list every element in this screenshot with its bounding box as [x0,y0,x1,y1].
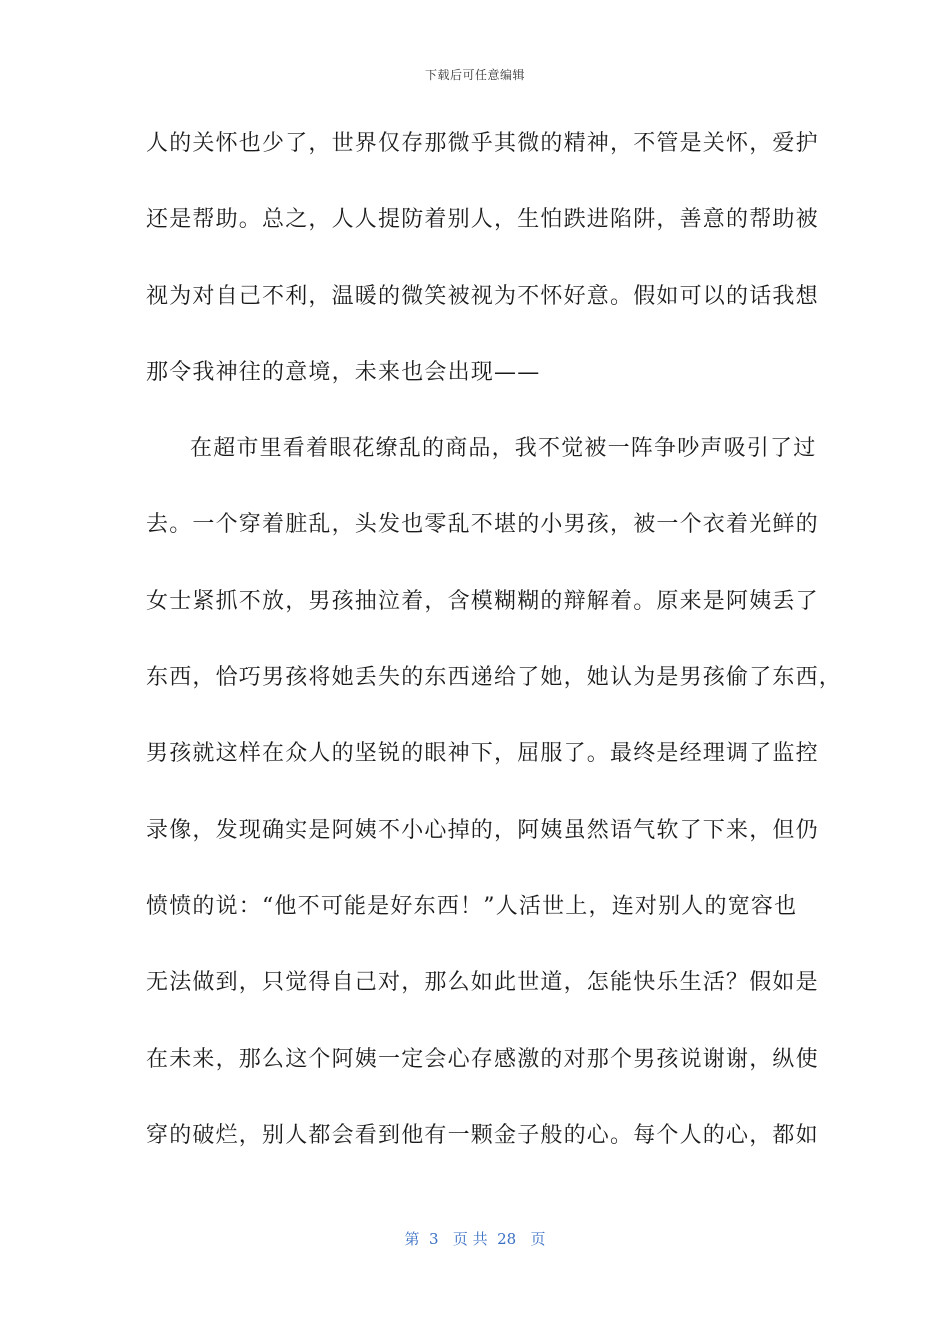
text-line: 还是帮助。总之，人人提防着别人，生怕跌进陷阱，善意的帮助被 [146,207,819,233]
text-line: 愤愤的说：“他不可能是好东西！”人活世上，连对别人的宽容也 [146,893,798,919]
page-number-footer: 第 3 页 共 28 页 [404,1230,546,1248]
document-body [146,124,843,1192]
text-line: 那令我神往的意境，未来也会出现—— [146,359,541,385]
text-line: 女士紧抓不放，男孩抽泣着，含模糊糊的辩解着。原来是阿姨丢了 [146,588,819,614]
text-line: 视为对自己不利，温暖的微笑被视为不怀好意。假如可以的话我想 [146,283,819,309]
page-header: 下载后可任意编辑 [424,68,525,82]
text-line: 穿的破烂，别人都会看到他有一颗金子般的心。每个人的心，都如 [146,1122,819,1148]
text-line: 东西，恰巧男孩将她丢失的东西递给了她，她认为是男孩偷了东西， [146,665,843,691]
text-line: 在未来，那么这个阿姨一定会心存感激的对那个男孩说谢谢，纵使 [146,1046,819,1072]
text-line: 人的关怀也少了，世界仅存那微乎其微的精神，不管是关怀，爱护 [146,131,819,156]
text-line: 无法做到，只觉得自己对，那么如此世道，怎能快乐生活？假如是 [146,970,819,996]
text-line: 录像，发现确实是阿姨不小心掉的，阿姨虽然语气软了下来，但仍 [146,817,819,843]
text-line: 男孩就这样在众人的坚锐的眼神下，屈服了。最终是经理调了监控 [146,741,819,767]
text-line-paragraph-start: 在超市里看着眼花缭乱的商品，我不觉被一阵争吵声吸引了过 [190,436,817,462]
text-line: 去。一个穿着脏乱，头发也零乱不堪的小男孩，被一个衣着光鲜的 [146,512,819,538]
